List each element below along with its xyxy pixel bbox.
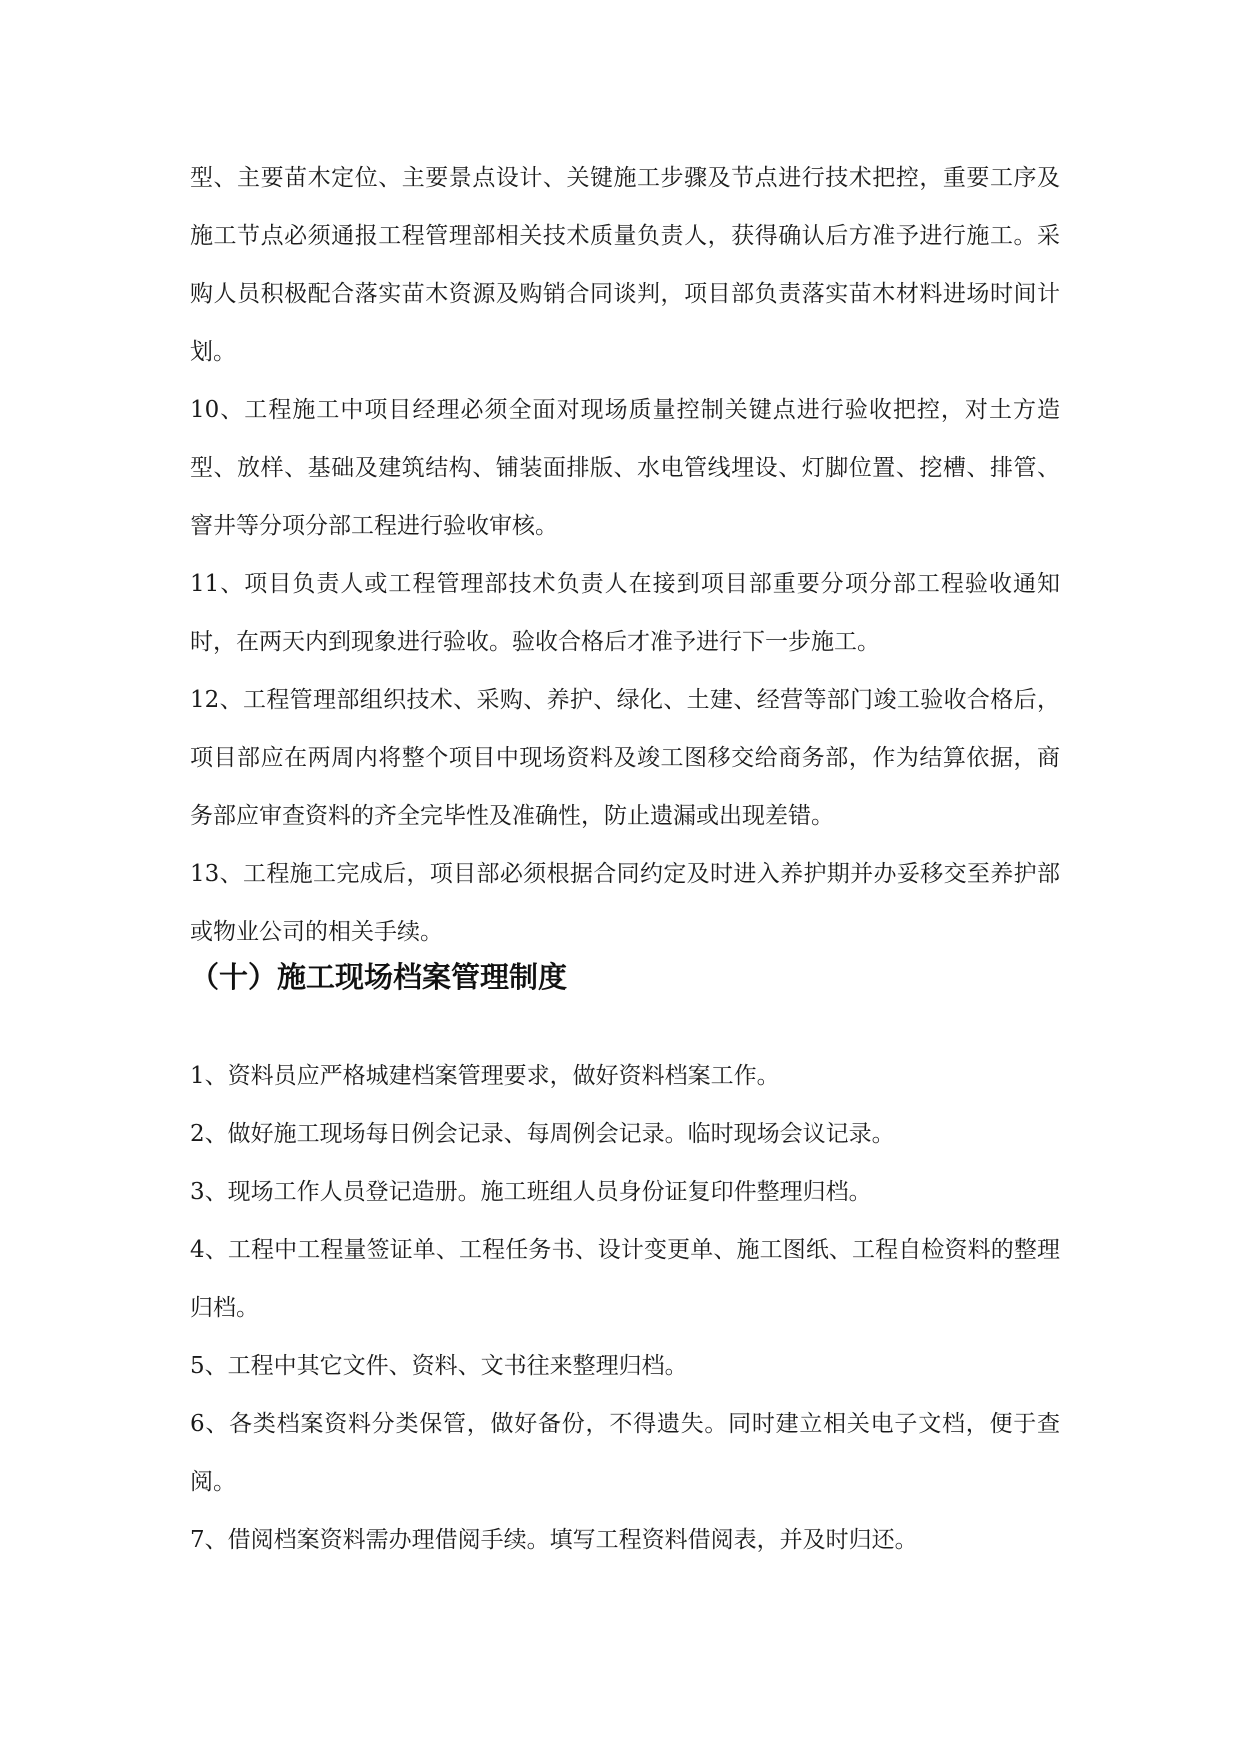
body-text-top bbox=[190, 149, 1060, 961]
section-heading: （十）施工现场档案管理制度 bbox=[190, 960, 568, 994]
list-item: 7、借阅档案资料需办理借阅手续。填写工程资料借阅表，并及时归还。 bbox=[190, 1527, 918, 1553]
paragraph: 型、主要苗木定位、主要景点设计、关键施工步骤及节点进行技术把控，重要工序及施工节点必须通报工程管理部相关技术质量负责人，获得确认后方准予进行施工。采购人员积极配合落实苗木资源及购销合同谈判，项目部负责落实苗木材料进场时间计划。 bbox=[190, 165, 1060, 365]
list-item: 5、工程中其它文件、资料、文书往来整理归档。 bbox=[190, 1353, 688, 1379]
paragraph: 13、工程施工完成后，项目部必须根据合同约定及时进入养护期并办妥移交至养护部或物业公司的相关手续。 bbox=[190, 861, 1060, 945]
list-item: 6、各类档案资料分类保管，做好备份，不得遗失。同时建立相关电子文档，便于查阅。 bbox=[190, 1411, 1060, 1495]
paragraph: 10、工程施工中项目经理必须全面对现场质量控制关键点进行验收把控，对土方造型、放样、基础及建筑结构、铺装面排版、水电管线埋设、灯脚位置、挖槽、排管、窨井等分项分部工程进行验收审核。 bbox=[190, 397, 1060, 539]
paragraph: 12、工程管理部组织技术、采购、养护、绿化、土建、经营等部门竣工验收合格后，项目部应在两周内将整个项目中现场资料及竣工图移交给商务部，作为结算依据，商务部应审查资料的齐全完毕性及准确性，防止遗漏或出现差错。 bbox=[190, 687, 1060, 829]
list-item: 2、做好施工现场每日例会记录、每周例会记录。临时现场会议记录。 bbox=[190, 1121, 895, 1147]
paragraph: 11、项目负责人或工程管理部技术负责人在接到项目部重要分项分部工程验收通知时，在两天内到现象进行验收。验收合格后才准予进行下一步施工。 bbox=[190, 571, 1060, 655]
list-item: 1、资料员应严格城建档案管理要求，做好资料档案工作。 bbox=[190, 1063, 780, 1089]
body-text-bottom bbox=[190, 1047, 1060, 1569]
list-item: 3、现场工作人员登记造册。施工班组人员身份证复印件整理归档。 bbox=[190, 1179, 872, 1205]
list-item: 4、工程中工程量签证单、工程任务书、设计变更单、施工图纸、工程自检资料的整理归档。 bbox=[190, 1237, 1060, 1321]
